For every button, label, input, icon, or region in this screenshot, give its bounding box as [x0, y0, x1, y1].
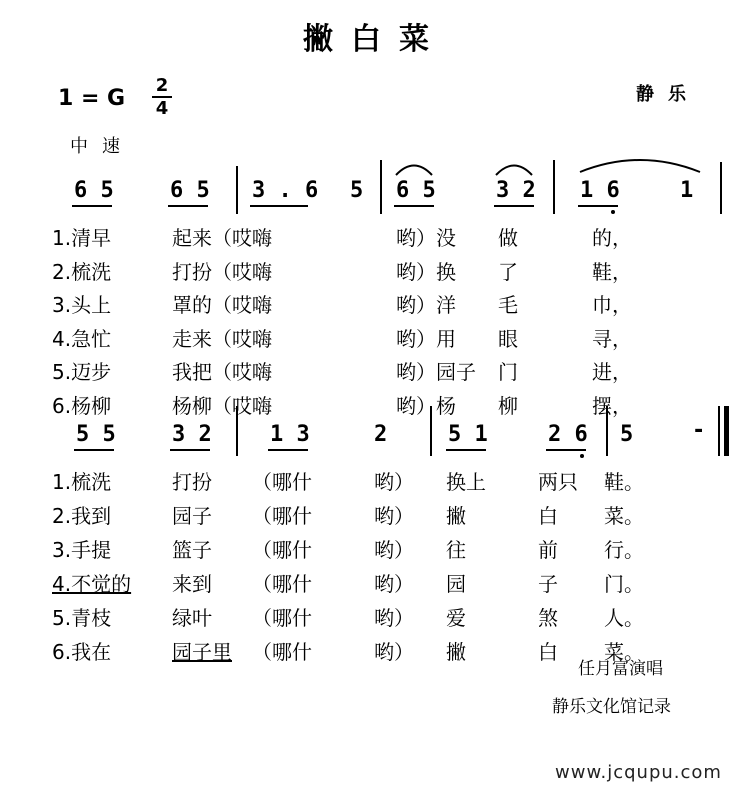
- note-group: 6 5: [170, 178, 210, 203]
- lyric-cell: 白: [538, 504, 558, 528]
- lyric-cell: 2.我到: [52, 504, 112, 528]
- lyric-cell: （哪什: [252, 538, 312, 562]
- lyric-cell: 做: [498, 226, 518, 250]
- lyric-cell: 走来（哎嗨: [172, 326, 272, 351]
- lyric-cell: 哟）: [374, 640, 414, 664]
- bar-line: [236, 406, 238, 456]
- lyric-cell: （哪什: [252, 504, 312, 528]
- final-bar-line-thin: [718, 406, 720, 456]
- note-group: 1 3: [270, 422, 310, 447]
- lyric-cell: 菜。: [604, 504, 644, 528]
- lyric-cell: 门。: [604, 572, 644, 596]
- note-group: 3 . 6: [252, 178, 319, 203]
- lyric-cell: 摆，: [592, 393, 632, 418]
- lyric-cell: 1.梳洗: [52, 470, 112, 494]
- note-group: -: [692, 418, 706, 443]
- lyric-cell: 鞋，: [592, 259, 632, 284]
- lyric-cell: 哟）: [374, 538, 414, 562]
- lyric-cell: 4.不觉的: [52, 572, 132, 596]
- note-group: 6 5: [74, 178, 114, 203]
- note-group: 3 2: [172, 422, 212, 447]
- lyric-cell: 哟）用: [396, 326, 456, 351]
- note-group: 5: [350, 178, 364, 203]
- lyric-cell: 撇: [446, 504, 466, 528]
- lyric-cell: 起来（哎嗨: [172, 226, 272, 250]
- lyric-cell: 的，: [592, 226, 632, 250]
- website-watermark: www.jcqupu.com: [555, 762, 722, 783]
- lyric-cell: 巾，: [592, 293, 632, 317]
- slur-marks: [0, 0, 750, 230]
- beam-underline: [74, 449, 114, 451]
- lyric-cell: 绿叶: [172, 606, 212, 630]
- note-group: 1: [680, 178, 694, 203]
- lyric-cell: 我把（哎嗨: [172, 360, 272, 384]
- lyric-cell: （哪什: [252, 640, 312, 664]
- lyric-cell: 1.清早: [52, 226, 112, 250]
- lyric-cell: 哟）园子: [396, 360, 476, 384]
- lyric-cell: 园: [446, 572, 466, 596]
- lyric-cell: 人。: [604, 606, 644, 630]
- lyric-cell: 了: [498, 259, 518, 284]
- lyric-cell: 进，: [592, 360, 632, 384]
- lyric-cell: 毛: [498, 293, 518, 317]
- lyric-cell: 前: [538, 538, 558, 562]
- lyric-cell: 2.梳洗: [52, 259, 112, 284]
- lyric-cell: 撇: [446, 640, 466, 664]
- recorder-credit: 静乐文化馆记录: [552, 697, 671, 717]
- performer-credit: 任月富演唱: [578, 659, 663, 679]
- lyric-cell: 哟）: [374, 470, 414, 494]
- tempo-marking: 中速: [70, 136, 134, 157]
- lyric-cell: 3.手提: [52, 538, 112, 562]
- note-group: 1 6: [580, 178, 620, 203]
- lyric-cell: 哟）换: [396, 259, 456, 284]
- lyric-cell: 5.青枝: [52, 606, 112, 630]
- key-signature: 1 = G: [58, 86, 126, 111]
- bar-line: [430, 406, 432, 456]
- note-group: 2 6: [548, 422, 588, 447]
- note-group: 2: [374, 422, 388, 447]
- region-label: 静乐: [636, 84, 700, 105]
- lyric-cell: 6.杨柳: [52, 393, 112, 418]
- lyric-cell: 两只: [538, 470, 578, 494]
- lyric-cell: 柳: [498, 393, 518, 418]
- lyric-cell: 哟）没: [396, 226, 456, 250]
- lyric-cell: （哪什: [252, 606, 312, 630]
- lyric-cell: 杨柳（哎嗨: [172, 393, 272, 418]
- lyric-cell: 哟）: [374, 572, 414, 596]
- lyric-cell: 5.迈步: [52, 360, 112, 384]
- lyric-cell: 篮子: [172, 538, 212, 562]
- lyric-cell: 爱: [446, 606, 466, 630]
- lyric-cell: （哪什: [252, 470, 312, 494]
- beam-underline: [170, 449, 210, 451]
- note-group: 3 2: [496, 178, 536, 203]
- lyric-cell: 行。: [604, 538, 644, 562]
- lower-octave-dot: [580, 454, 584, 458]
- lyric-cell: 哟）洋: [396, 293, 456, 317]
- note-group: 5: [620, 422, 634, 447]
- lyric-cell: 罩的（哎嗨: [172, 293, 272, 317]
- beam-underline: [268, 449, 308, 451]
- lyric-cell: 园子里: [172, 640, 232, 664]
- lyric-cell: （哪什: [252, 572, 312, 596]
- lyric-cell: 换上: [446, 470, 486, 494]
- beam-underline: [446, 449, 486, 451]
- lyric-cell: 鞋。: [604, 470, 644, 494]
- lyric-cell: 来到: [172, 572, 212, 596]
- lyric-cell: 煞: [538, 606, 558, 630]
- lyric-cell: 4.急忙: [52, 326, 112, 351]
- final-bar-line-thick: [724, 406, 729, 456]
- lyric-cell: 打扮: [172, 470, 212, 494]
- note-group: 5 1: [448, 422, 488, 447]
- time-sig-top: 2: [155, 75, 169, 96]
- lyric-cell: 眼: [498, 326, 518, 351]
- lyric-cell: 哟）: [374, 606, 414, 630]
- song-title: 撇白菜: [303, 22, 447, 57]
- lyric-cell: 白: [538, 640, 558, 664]
- lyric-cell: 打扮（哎嗨: [172, 259, 272, 284]
- lyric-cell: 子: [538, 572, 558, 596]
- lyric-cell: 6.我在: [52, 640, 112, 664]
- lyric-cell: 3.头上: [52, 293, 112, 317]
- lyric-cell: 园子: [172, 504, 212, 528]
- lyric-cell: 哟）杨: [396, 393, 456, 418]
- lyric-cell: 寻，: [592, 326, 632, 351]
- note-group: 5 5: [76, 422, 116, 447]
- beam-underline: [546, 449, 586, 451]
- lyric-cell: 往: [446, 538, 466, 562]
- lyric-cell: 菜。: [604, 640, 644, 664]
- note-group: 6 5: [396, 178, 436, 203]
- bar-line: [606, 406, 608, 456]
- lyric-cell: 哟）: [374, 504, 414, 528]
- time-sig-bottom: 4: [155, 98, 169, 119]
- lyric-cell: 门: [498, 360, 518, 384]
